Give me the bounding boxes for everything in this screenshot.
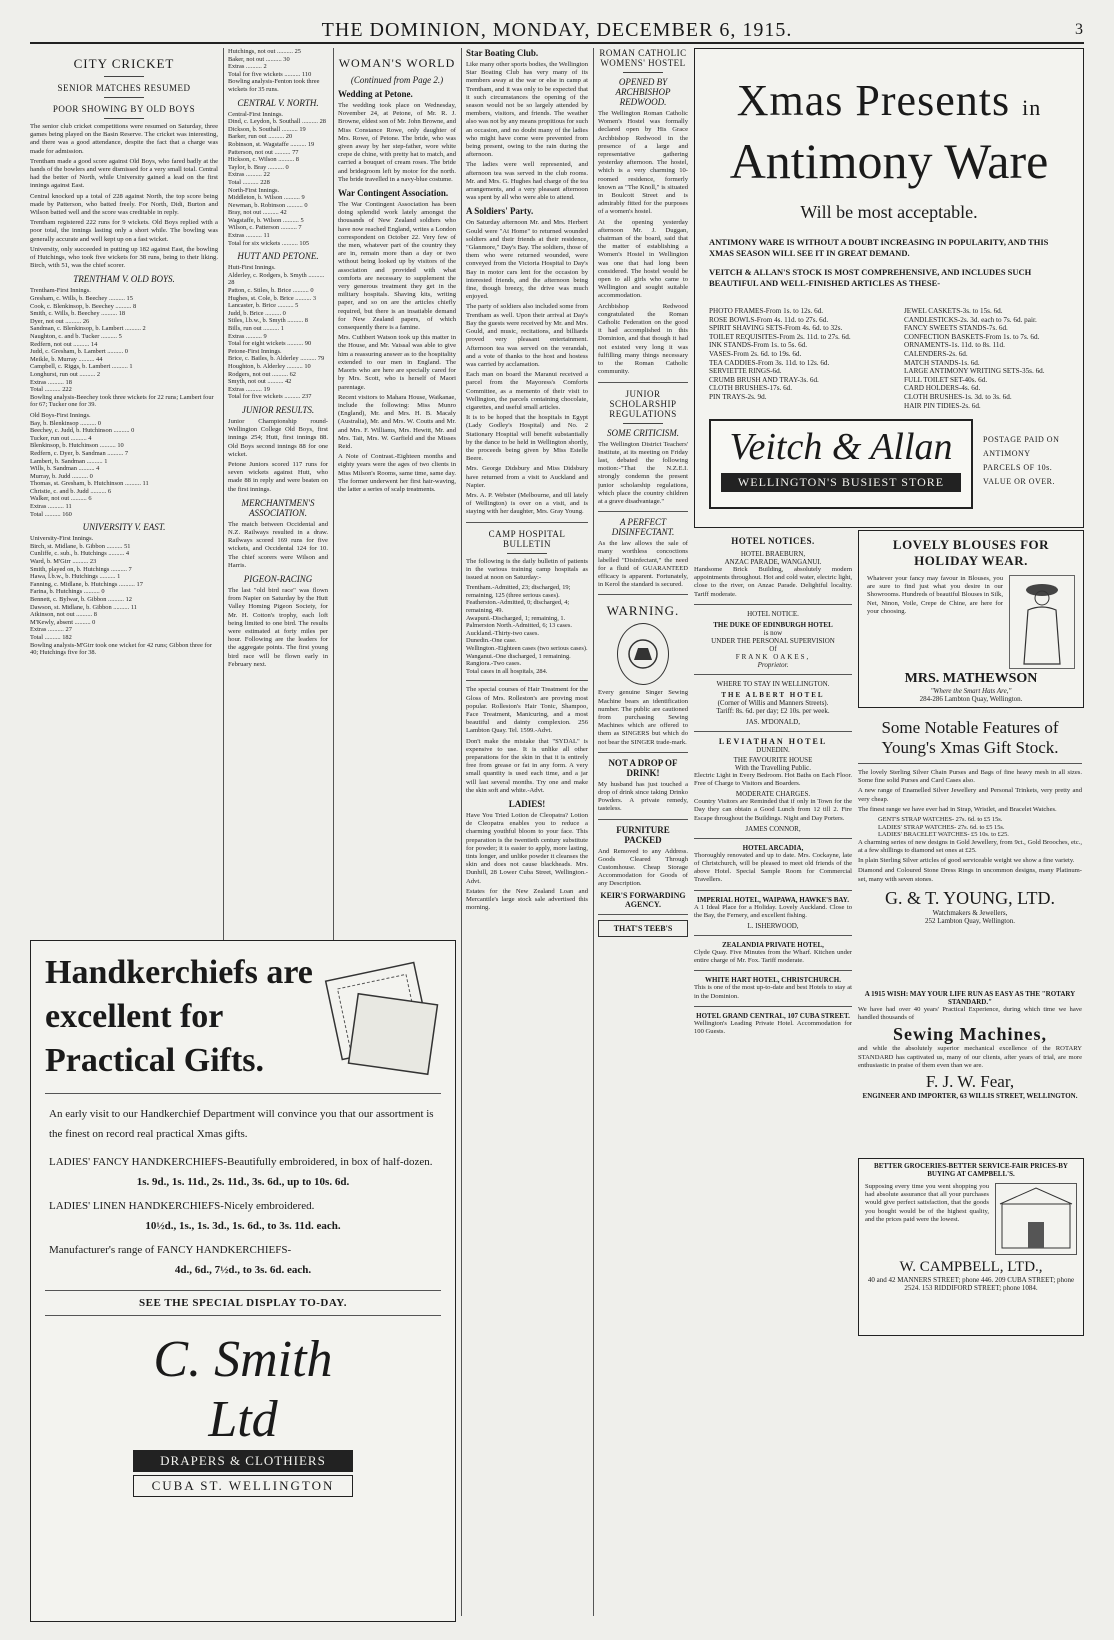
teebs-ad: THAT'S TEEB'S bbox=[598, 920, 688, 937]
disinfectant-subhead: A PERFECT DISINFECTANT. bbox=[611, 517, 675, 538]
cricket-subhead: SENIOR MATCHES RESUMED bbox=[57, 83, 191, 93]
veitch-allan-logo: Veitch & Allan WELLINGTON'S BUSIEST STORE bbox=[709, 419, 973, 509]
hanky-line-1: Handkerchiefs are bbox=[45, 954, 313, 991]
youngs-title-1: Some Notable Features of bbox=[881, 718, 1059, 737]
items-left-list: PHOTO FRAMES-From 1s. to 12s. 6d. ROSE BOWLS-From 4s. 11d. to 27s. 6d. SPIRIT SHAVING SETS-From 4s. 6d. to 32s. TOILET REQUISITES-From 2s. 11d. to 27s. 6d. INK STANDS-From 1s. to 5s. 6d. VASES-From 2s. 6d. to 19s. 6d. TEA CADDIES-From 3s. 11d. to 12s. 6d. SERVIETTE RINGS-6d. CRUMB BRUSH AND TRAY-3s. 6d. CLOTH BRUSHES-17s. 6d. PIN TRAYS-2s. 9d. bbox=[709, 307, 851, 401]
youngs-title-2: Young's Xmas Gift Stock. bbox=[881, 738, 1059, 757]
furniture-headline: FURNITURE PACKED bbox=[616, 824, 670, 845]
cricket-article: CITY CRICKET SENIOR MATCHES RESUMED POOR SHOWING BY OLD BOYS The senior club cricket competitions were resumed on Saturday, three games being played on the Basin Reserve. The cricket was interesting, and there was a good attendance, despite the fact that a charge was made for admission. Trentham made a good score against Old Boys, who fared badly at the hands of the bowlers and were dismissed for a very small total. Central had the better of North, while University gained a lead on the first innings against East. Central knocked up a total of 228 against North, the top score being made by Patterson, who batted freely. For North, Didi, Burton and Wilson batted well and the score was creditable in reply. Trentham registered 222 runs for 9 wickets. Old Boys replied with a poor total, the innings lasting only a short while. The bowling was generally accurate and well kept up on a fast wicket. University, only succeeded in putting up 182 against East, the bowling of Hutchings, who took five wickets for 38 runs, being to their liking. Birch, with 51, was the chief scorer. TRENTHAM V. OLD BOYS. Trentham-First Innings. Gresham, c. Wills, b. Beechey .......... 15 Cook, c. Blenkinsop, b. Beechey .......... 8 Smith, c. Wills, b. Beechey .......... 18 Dyer, not out .......... 26 Sandman, c. Blenkinsop, b. Lambert .......... 2 Naughton, c. and b. Tucker .......... 5 Redfern, not out .......... 14 Judd, c. Gresham, b. Lambert .......... 0 Meikle, b. Murray .......... 44 Campbell, c. Riggs, b. Lambert .......... 1 Longhurst, run out .......... 2 Extras .......... 18 Total .......... 222 Bowling analysis-Beechey took three wickets for 22 runs; Lambert four for 67; Tucker one for 39. Old Boys-First Innings. Bay, b. Blenkinsop .......... 0 Beechey, c. Judd, b. Hutchinson .......... 0 Tucker, run out .......... 4 Blenkinsop, b. Hutchinson .......... 10 Redfern, c. Dyer, b. Sandman .......... 7 Lambert, b. Sandman .......... 1 Wills, b. Sandman .......... 4 Murray, b. Judd .......... 0 Thomas, st. Gresham, b. Hutchinson .......... 11 Christie, c. and b. Judd .......... 6 Walker, not out .......... 6 Extras .......... 11 Total .......... 160 UNIVERSITY V. EAST. University-First Innings. Birch, st. Midlane, b. Gibbon .......... 51 Cunliffe, c. sub., b. Hutchings .......... 4 Ward, b. M'Girr .......... 23 Smith, played on, b. Hutchings .......... 7 Hawa, l.b.w., b. Hutchings .......... 1 Fanning, c. Midlane, b. Hutchings .......... 17 Farina, b. Hutchings .......... 0 Bennett, c. Bylwar, b. Gibbon .......... 12 Dawson, st. Midlane, b. Gibbon .......... 11 Atkinson, not out .......... 8 M'Kewly, absent .......... 0 Extras .......... 27 Total .......... 182 Bowling analysis-M'Girr took one wicket for 42 runs; Gibbon three for 40; Hutchings five for 38. bbox=[30, 56, 218, 657]
cricket-headline: CITY CRICKET bbox=[73, 56, 175, 71]
sewing-machines-ad: A 1915 WISH: MAY YOUR LIFE RUN AS EASY AS THE "ROTARY STANDARD." We have had over 40 years' Practical Experience, during which time we have handled thousands of Sewing Machines, and while the absolutely superior mechanical excellence of the ROTARY STANDARD has captivated us, many of our clients, after years of trial, are more enthusiastic in praise of them even than we are. F. J. W. Fear, ENGINEER AND IMPORTER, 63 WILLIS STREET, WELLINGTON. bbox=[858, 990, 1082, 1101]
under-supervision: UNDER THE PERSONAL SUPERVISION bbox=[711, 636, 835, 645]
masthead bbox=[30, 18, 1084, 44]
isherwood-name: L. ISHERWOOD, bbox=[747, 922, 799, 931]
store-illustration bbox=[995, 1183, 1077, 1255]
keirs-agency: KEIR'S FORWARDING AGENCY. bbox=[600, 890, 686, 909]
page-number: 3 bbox=[1075, 21, 1084, 38]
antimony-body-2: VEITCH & ALLAN'S STOCK IS MOST COMPREHENSIVE, AND INCLUDES SUCH BEAUTIFUL AND WELL-FINISHED ARTICLES AS THESE- bbox=[709, 267, 1032, 288]
war-contingent-subhead: War Contingent Association. bbox=[338, 188, 449, 199]
where-to-stay: WHERE TO STAY IN WELLINGTON. bbox=[716, 679, 830, 688]
watch-line: GENT'S STRAP WATCHES- 27s. 6d. to £5 15s. bbox=[878, 816, 1003, 824]
xmas-title: Xmas Presents bbox=[736, 76, 1011, 125]
trentham-subhead: TRENTHAM V. OLD BOYS. bbox=[73, 274, 175, 285]
white-hart-hotel: WHITE HART HOTEL, CHRISTCHURCH. bbox=[705, 976, 841, 985]
hanky-line-3: Practical Gifts. bbox=[45, 1042, 265, 1079]
merchantmen-subhead: MERCHANTMEN'S ASSOCIATION. bbox=[241, 497, 315, 518]
handkerchief-illustration bbox=[315, 951, 445, 1081]
travelling-public: With the Travelling Public. bbox=[735, 763, 811, 772]
favourite-house: THE FAVOURITE HOUSE bbox=[733, 755, 813, 764]
camp-hospital-headline: CAMP HOSPITAL BULLETIN bbox=[488, 528, 566, 549]
cricket-scores-continued: Hutchings, not out .......... 25 Baker, not out .......... 30 Extras .......... 2 Total for five wickets .......... 110 Bowling analysis-Fenton took three wickets for 35 runs. CENTRAL V. NORTH. Central-First Innings. Dind, c. Leydon, b. Southall .......... 28 Dickson, b. Southall .......... 19 Barker, run out .......... 20 Robinson, st. Wagstaffe .......... 19 Patterson, not out .......... 77 Hickson, c. Wilson .......... 8 Taylor, b. Bray .......... 0 Extras .......... 22 Total .......... 228 North-First Innings. Middleton, b. Wilson .......... 9 Newman, b. Robinson .......... 0 Bray, not out .......... 42 Wagstaffe, b. Wilson .......... 5 Wilson, c. Patterson .......... 7 Extras .......... 11 Total for six wickets .......... 105 HUTT AND PETONE. Hutt-First Innings. Alderley, c. Rodgers, b. Smyth .......... 28 Patton, c. Stiles, b. Brice .......... 0 Hughes, st. Cole, b. Brice .......... 3 Lancaster, b. Brice .......... 5 Judd, b. Brice .......... 0 Stiles, l.b.w., b. Smyth .......... 8 Bills, run out .......... 1 Extras .......... 9 Total for eight wickets .......... 90 Petone-First Innings. Brice, c. Bailes, b. Alderley .......... 79 Houghton, b. Alderley .......... 10 Rodgers, not out .......... 62 Smyth, not out .......... 42 Extras .......... 19 Total for five wickets .......... 237 JUNIOR RESULTS. Junior Championship round-Wellington College Old Boys, first innings 254; Hutt, first innings 88. Old Boys second innings 88 for one wicket. Petone Juniors scored 117 runs for seven wickets against Hutt, who made 88 in reply and were beaten on the first innings. MERCHANTMEN'S ASSOCIATION. The match between Occidental and N.Z. Railways resulted in a draw. Railways scored 169 runs for five wickets, and Occidental 124 for 10. The chief scorers were Wilson and Harris. PIGEON-RACING The last "old bird race" was flown from Napier on Saturday by the Hutt Valley Homing Pigeon Society, for Mr. H. Cotton's trophy, each loft being limited to one bird. The results were estimated at forty miles per hour. Following are the leaders for the aggregate points. The first young bird race will be flown early in February next. bbox=[228, 48, 328, 668]
is-now: is now bbox=[763, 628, 783, 637]
leviathan-hotel: LEVIATHAN HOTEL bbox=[718, 736, 828, 746]
mcdonald-name: JAS. M'DONALD, bbox=[746, 717, 800, 726]
column-rule bbox=[593, 48, 594, 1616]
hanky-line-2: excellent for bbox=[45, 998, 224, 1035]
grand-central-hotel: HOTEL GRAND CENTRAL, 107 CUBA STREET. bbox=[696, 1011, 850, 1020]
young-sub: Watchmakers & Jewellers, bbox=[932, 908, 1008, 917]
not-a-drop-headline: NOT A DROP OF DRINK! bbox=[608, 757, 678, 778]
postage-note: POSTAGE PAID ON ANTIMONY PARCELS OF 10s. VALUE OR OVER. bbox=[983, 435, 1060, 486]
blouse-figure bbox=[1009, 575, 1075, 669]
hanky-fancy: LADIES' FANCY HANDKERCHIEFS-Beautifully embroidered, in box of half-dozen. bbox=[49, 1156, 433, 1168]
moderate-charges: MODERATE CHARGES. bbox=[735, 790, 811, 799]
junior-results-subhead: JUNIOR RESULTS. bbox=[241, 404, 315, 415]
campbell-address: 40 and 42 MANNERS STREET; phone 446. 209 CUBA STREET; phone 2524. 153 RIDDIFORD STREET; phone 1084. bbox=[867, 1276, 1075, 1292]
leviathan-city: DUNEDIN. bbox=[756, 745, 790, 754]
fear-name: F. J. W. Fear, bbox=[925, 1072, 1015, 1092]
antimony-title: Antimony Ware bbox=[729, 133, 1049, 189]
fear-head: A 1915 WISH: MAY YOUR LIFE RUN AS EASY AS THE "ROTARY STANDARD." bbox=[864, 990, 1076, 1006]
campbell-grocery-ad: BETTER GROCERIES-BETTER SERVICE-FAIR PRICES-BY BUYING AT CAMPBELL'S. Supposing every time you went shopping you had absolute assurance that all your purchases would give perfect satisfaction, that the goods you bought would be of the highest quality, and the prices paid were the lowest. W. CAMPBELL, LTD., 40 and 42 MANNERS STREET; phone 446. 209 CUBA STREET; phone 2524. 153 RIDDIFORD STREET; phone 1084. bbox=[858, 1158, 1084, 1336]
hanky-special-display: SEE THE SPECIAL DISPLAY TO-DAY. bbox=[139, 1297, 347, 1309]
masthead-title: THE DOMINION, MONDAY, DECEMBER 6, 1915. bbox=[321, 18, 793, 41]
hotel-notices: HOTEL NOTICES. HOTEL BRAEBURN, ANZAC PARADE, WANGANUI. Handsome Brick Building, absolutely modern appointments throughout. Hot and cold water, electric light, close to the river, on Anzac Parade. Delightful locality. Tariff moderate. HOTEL NOTICE. THE DUKE OF EDINBURGH HOTEL is now UNDER THE PERSONAL SUPERVISION Of FRANK OAKES, Proprietor. WHERE TO STAY IN WELLINGTON. THE ALBERT HOTEL (Corner of Willis and Manners Streets). Tariff: 8s. 6d. per day; £2 10s. per week. JAS. M'DONALD, LEVIATHAN HOTEL DUNEDIN. THE FAVOURITE HOUSE With the Travelling Public. Electric Light in Every Bedroom. Hot Baths on Each Floor. Free of Charge to Visitors and Boarders. MODERATE CHARGES. Country Visitors are Reminded that if only in Town for the Day they can obtain a Good Lunch from 12 till 2. Fire Escape throughout the Buildings. Night and Day Porters. JAMES CONNOR, HOTEL ARCADIA, Thoroughly renovated and up to date. Mrs. Cockayne, late of Christchurch, will be pleased to meet old friends of the above Hotel. Special Sample Room for Commercial Travellers. IMPERIAL HOTEL, WAIPAWA, HAWKE'S BAY. A 1 Ideal Place for a Holiday. Lovely Auckland. Close to the Bay, the Fernery, and excellent fishing. L. ISHERWOOD, ZEALANDIA PRIVATE HOTEL, Clyde Quay. Five Minutes from the Wharf. Kitchen under entire charge of Mr. Fox. Tariff moderate. WHITE HART HOTEL, CHRISTCHURCH. This is one of the most up-to-date and best Hotels to stay at in the Dominion. HOTEL GRAND CENTRAL, 107 CUBA STREET. Wellington's Leading Private Hotel. Accommodation for 100 Guests. bbox=[694, 536, 852, 1036]
soldiers-party-subhead: A Soldiers' Party. bbox=[466, 206, 534, 217]
handkerchiefs-ad bbox=[30, 940, 456, 1622]
womans-world-article: WOMAN'S WORLD (Continued from Page 2.) Wedding at Petone. The wedding took place on Wednesday, November 24, at Petone, of Mr. R. J. Browne, eldest son of Mr. John Browne, and Miss Constance Rowe, only daughter of Mrs. Rowe, of Petone. The bride, who was given away by her step-father, wore white crepe de chine, with pretty hat to match, and carried a bouquet of cream roses. The bride and bridegroom left by motor for the north. The bride travelled in a navy-blue costume. War Contingent Association. The War Contingent Association has been doing splendid work lately amongst the thousands of New Zealand soldiers who have now reached England, writes a London correspondent on October 22. Very few of the men, whatever part of the country they are in, remain more than a day or two without being looked up by visitors of the association and provided with what comforts are necessary to supplement the very generous treatment they get in the military hospitals. Shaving kits, writing paper, and so on are the articles chiefly required, but there is an insatiable demand for New Zealand papers, of which consequently there is a famine. Mrs. Cuthbert Watson took up this matter in the House, and Mr. Vaissal was able to give him a reassuring answer as to the hospitality extended to our men in England. The Maoris who are here are specially cared for by Mrs. Scott, who is herself of Maori parentage. Recent visitors to Mahara House, Waikanae, include the following: Miss Munro (England), Mr. and Mrs. H. B. Macaly (Australia), Mr. and Mrs. W. Coutts and Mr. and Mrs. F. Williams, Mrs. Hewitt, Mr. and Mrs. Tait, Mrs. W. Garfield and the Misses Reid. A Note of Contrast.-Eighteen months and eighty years were the ages of two clients in Miss Milson's Rooms, same time, same day. The former underwent her first hair-waving, the latter a series of scalp treatments. bbox=[338, 56, 456, 493]
items-right-list: JEWEL CASKETS-3s. to 15s. 6d. CANDLESTICKS-2s. 3d. each to 7s. 6d. pair. FANCY SWEETS STANDS-7s. 6d. CONFECTION BASKETS-From 1s. to 7s. 6d. ORNAMENTS-1s. 11d. to 8s. 11d. CALENDERS-2s. 6d. MATCH STANDS-1s. 6d. LARGE ANTIMONY WRITING SETS-35s. 6d. FULL TOILET SET-40s. 6d. CARD HOLDERS-4s. 6d. CLOTH BRUSHES-1s. 3d. to 3s. 6d. HAIR PIN TIDIES-2s. 6d. bbox=[904, 307, 1045, 410]
james-connor: JAMES CONNOR, bbox=[745, 824, 801, 833]
proprietor-1: Proprietor. bbox=[757, 660, 789, 669]
column-four: Star Boating Club. Like many other sports bodies, the Wellington Star Boating Club has very many of its members away at the war or else in camp at Trentham, and it was only to be expected that it such circumstances the opening of the season would not be so largely attended by members, visitors, and friends. The weather also was not by any means propitious for such an occasion, and no doubt many of the ladies who might have come were prevented from being present, owing to the rain during the afternoon. The ladies were well represented, and afternoon tea was served in the club rooms. Mr. and Mrs. G. Hughes had charge of the tea arrangements, and a very pleasant afternoon was spent by all who were able to attend. A Soldiers' Party. On Saturday afternoon Mr. and Mrs. Herbert Gould were "At Home" to returned wounded soldiers and their friends at their residence, "Glanmore," Day's Bay. The soldiers, those of them who were returned wounded, were conveyed from the Victoria Hospital to Day's Bay in motor cars lent for the occasion by interested friends, and the afternoon being fine, though breezy, the drive was much enjoyed. The party of soldiers also included some from Trentham as well. Upon their arrival at Day's Bay the guests were received by Mr. and Mrs. Gould, and music, recitations, and billiards proved very pleasant entertainment. Afternoon tea was served on the verandah, and a vote of thanks to the host and hostess was carried by acclamation. Each man on board the Maranui received a parcel from the Mayoress's Comforts Committee, as a memento of their visit to Wellington, the parcels containing chocolate, cigarettes, and useful small articles. It is to be hoped that the hospitals in Egypt (Lady Godley's Hospital) and No. 2 Stationary Hospital will benefit substantially by the dance to be held in Wellington shortly, the proceeds being given by Miss Estelle Beere. Mrs. George Didsbury and Miss Didsbury have returned from a visit to Auckland and Napier. Mrs. A. P. Webster (Melbourne, and till lately of Wellington) is over on a visit, and is staying with her daughter, Mrs. Gray Young. CAMP HOSPITAL BULLETIN The following is the daily bulletin of patients in the various training camp hospitals as issued at noon on Saturday:- Trentham.-Admitted, 23; discharged, 19; remaining, 125 (three serious cases). Featherston.-Admitted, 0; discharged, 4; remaining, 49. Awapuni.-Discharged, 1; remaining, 1. Palmerston North.-Admitted, 6; 13 cases. Auckland.-Thirty-two cases. Dunedin.-One case. Wellington.-Eighteen cases (two serious cases). Wanganui.-One discharged, 1 remaining. Rangiora.-Two cases. Total cases in all hospitals, 284. The special courses of Hair Treatment for the Gloss of Mrs. Rolleston's are proving most popular. Rolleston's Hair Tonic, Shampoo, Face Treatment, Manicuring, and a most beautiful and dainty complexion. 256 Lambton Quay. Tel. 1599.-Advt. Don't make the mistake that "SYDAL" is expensive to use. It is unlike all other preparations for the skin in that it is entirely free from grease or fat in any form. A very small quantity is used each time, and a jar will last several months. Try one and make the skin soft and white.-Advt. LADIES! Have You Tried Lotion de Cleopatra? Lotion de Cleopatra enables you to reduce a charming youthful bloom to your face. This preparation is the twentieth century substitute for powder; it is easier to apply, more lasting, tints longer, and unlike powder it cleanses the skin and does not cause blackheads. Mrs. Dunhill, 28 Lower Cuba Street, Wellington.-Advt. Estates for the New Zealand Loan and Mercantile's large stock sale advertised this morning. bbox=[466, 48, 588, 912]
cricket-subhead-2: POOR SHOWING BY OLD BOYS bbox=[52, 104, 196, 114]
rc-hostel-subhead: OPENED BY ARCHBISHOP REDWOOD. bbox=[615, 77, 671, 107]
duke-hotel-name: THE DUKE OF EDINBURGH HOTEL bbox=[713, 620, 833, 629]
hanky-mfr: Manufacturer's range of FANCY HANDKERCHIEFS- bbox=[49, 1244, 292, 1256]
column-rule bbox=[461, 48, 462, 1616]
blouses-title: LOVELY BLOUSES FOR HOLIDAY WEAR. bbox=[892, 537, 1050, 568]
youngs-ad: Some Notable Features of Young's Xmas Gift Stock. The lovely Sterling Silver Chain Purses and Bags of fine heavy mesh in all sizes. Some fine solid Purses and Card Cases also. A new range of Enamelled Silver Jewellery and Personal Trinkets, very pretty and very cheap. The finest range we have ever had in Strap, Wristlet, and Bracelet Watches. GENT'S STRAP WATCHES- 27s. 6d. to £5 15s. LADIES' STRAP WATCHES- 27s. 6d. to £5 15s. LADIES' BRACELET WATCHES- £5 10s. to £25. A charming series of new designs in Gold Jewellery, from 9ct., Gold Brooches, etc., at a few shillings to diamond set ones at £25. In plain Sterling Silver articles of good serviceable weight we show a fine variety. Diamond and Coloured Stone Dress Rings in uncommon designs, many Platinum-set, many with seven stones. G. & T. YOUNG, LTD. Watchmakers & Jewellers, 252 Lambton Quay, Wellington. bbox=[858, 718, 1082, 925]
albert-hotel: THE ALBERT HOTEL bbox=[721, 690, 825, 699]
mathewson-name: MRS. MATHEWSON bbox=[904, 671, 1038, 686]
fear-address: ENGINEER AND IMPORTER, 63 WILLIS STREET, WELLINGTON. bbox=[862, 1092, 1078, 1101]
central-north-subhead: CENTRAL V. NORTH. bbox=[237, 97, 319, 108]
column-five: ROMAN CATHOLIC WOMENS' HOSTEL OPENED BY ARCHBISHOP REDWOOD. The Wellington Roman Catholic Women's Hostel was formally declared open by His Grace Archbishop Redwood in the presence of a large and representative gathering yesterday afternoon. The hostel, which is a very charming 10-roomed residence, formerly known as "The Knoll," is situated in Boulcott Street and is admirably fitted for the purposes of a women's hostel. At the opening yesterday afternoon Mr. J. Duggan, chairman of the board, said that the matter of establishing a Women's Hostel in Wellington was one that had long been considered. The hostel would be open to all girls who came to Wellington and sought suitable accommodation. Archbishop Redwood congratulated the Roman Catholic Federation on the good it had accomplished in this Dominion, and that though it had not existed very long it was fulfilling many things necessary to the Roman Catholic community. JUNIOR SCHOLARSHIP REGULATIONS SOME CRITICISM. The Wellington District Teachers' Institute, at its meeting on Friday last, debated the following motion:-"That the N.Z.E.I. strongly condemn the present junior scholarship regulations, which place the country children at a grave disadvantage." A PERFECT DISINFECTANT. As the law allows the sale of many worthless concoctions labelled "Disinfectant," the need for a fluid of GUARANTEED efficacy is apparent. Fortunately, in Kerol the standard is secured. WARNING. Every genuine Singer Sewing Machine bears an identification number. The public are cautioned from purchasing Sewing Machines which are offered to them as SINGERS but which do not bear the SINGER trade-mark. NOT A DROP OF DRINK! My husband has just touched a drop of drink since taking Drinko Powders. A private remedy, tasteless. FURNITURE PACKED And Removed to any Address. Goods Cleared Through Customhouse. Cheap Storage Accommodation for Goods of any Description. KEIR'S FORWARDING AGENCY. THAT'S TEEB'S bbox=[598, 48, 688, 1618]
antimony-body-1: ANTIMONY WARE IS WITHOUT A DOUBT INCREASING IN POPULARITY, AND THIS XMAS SEASON WILL SEE IT IN GREAT DEMAND. bbox=[709, 237, 1049, 258]
continued-note: (Continued from Page 2.) bbox=[350, 75, 444, 85]
xmas-antimony-ad bbox=[694, 48, 1084, 528]
warning-headline: WARNING. bbox=[606, 603, 680, 619]
young-address: 252 Lambton Quay, Wellington. bbox=[924, 916, 1016, 925]
hotel-notices-head: HOTEL NOTICES. bbox=[731, 536, 815, 546]
hanky-fancy-prices: 1s. 9d., 1s. 11d., 2s. 11d., 3s. 6d., up to 10s. 6d. bbox=[136, 1176, 350, 1188]
hanky-linen: LADIES' LINEN HANDKERCHIEFS-Nicely embroidered. bbox=[49, 1200, 315, 1212]
hanky-intro: An early visit to our Handkerchief Department will convince you that our assortment is the finest on record real practical Xmas gifts. bbox=[49, 1108, 434, 1140]
hanky-mfr-prices: 4d., 6d., 7½d., to 3s. 6d. each. bbox=[174, 1264, 312, 1276]
acceptable-line: Will be most acceptable. bbox=[800, 202, 978, 222]
imperial-hotel: IMPERIAL HOTEL, WAIPAWA, HAWKE'S BAY. bbox=[697, 895, 849, 904]
mathewson-address: 284-286 Lambton Quay, Wellington. bbox=[919, 695, 1023, 703]
albert-address: (Corner of Willis and Manners Streets). bbox=[717, 698, 829, 707]
arcadia-hotel: HOTEL ARCADIA, bbox=[742, 843, 804, 852]
womans-world-headline: WOMAN'S WORLD bbox=[338, 56, 456, 70]
sewing-title: Sewing Machines, bbox=[892, 1024, 1047, 1045]
c-smith-logo: C. Smith Ltd DRAPERS & CLOTHIERS CUBA ST. WELLINGTON bbox=[133, 1330, 353, 1497]
hanky-linen-prices: 10½d., 1s., 1s. 3d., 1s. 6d., to 3s. 11d. each. bbox=[145, 1220, 341, 1232]
singer-logo bbox=[617, 623, 669, 685]
campbell-head: BETTER GROCERIES-BETTER SERVICE-FAIR PRICES-BY BUYING AT CAMPBELL'S. bbox=[874, 1162, 1068, 1178]
boating-subhead: Star Boating Club. bbox=[466, 48, 539, 58]
watch-line: LADIES' BRACELET WATCHES- £5 10s. to £25. bbox=[878, 831, 1009, 839]
university-subhead: UNIVERSITY V. EAST. bbox=[82, 522, 166, 533]
zealandia-hotel: ZEALANDIA PRIVATE HOTEL, bbox=[722, 941, 824, 950]
mathewson-tag: "Where the Smart Hats Are," bbox=[930, 687, 1012, 695]
of-word: Of bbox=[769, 644, 777, 653]
young-name: G. & T. YOUNG, LTD. bbox=[885, 887, 1055, 908]
hotel-notice-head: HOTEL NOTICE. bbox=[747, 609, 799, 618]
scholarship-headline: JUNIOR SCHOLARSHIP REGULATIONS bbox=[609, 388, 677, 419]
campbell-name: W. CAMPBELL, LTD., bbox=[899, 1259, 1043, 1275]
braeburn-address: ANZAC PARADE, WANGANUI. bbox=[724, 558, 822, 566]
ladies-subhead: LADIES! bbox=[508, 798, 546, 809]
pigeon-racing-subhead: PIGEON-RACING bbox=[243, 573, 313, 584]
watch-line: LADIES' STRAP WATCHES- 27s. 6d. to £5 15s. bbox=[878, 823, 1005, 831]
rc-hostel-headline: ROMAN CATHOLIC WOMENS' HOSTEL bbox=[599, 48, 687, 68]
wedding-subhead: Wedding at Petone. bbox=[338, 89, 413, 99]
scholarship-subhead: SOME CRITICISM. bbox=[607, 427, 679, 438]
albert-tariff: Tariff: 8s. 6d. per day; £2 10s. per week. bbox=[716, 706, 830, 715]
blouses-ad: LOVELY BLOUSES FOR HOLIDAY WEAR. Whatever your fancy may favour in Blouses, you are sure to find just what you desire in our Showrooms. Hundreds of beautiful Blouses in Silk, Net, Ninon, Voile, Crepe de Chine, are here for your choosing. MRS. MATHEWSON "Where the Smart Hats Are," 284-286 Lambton Quay, Wellington. bbox=[858, 530, 1084, 708]
xmas-in: in bbox=[1022, 95, 1042, 120]
braeburn-name: HOTEL BRAEBURN, bbox=[740, 550, 806, 558]
frank-oakes: FRANK OAKES, bbox=[735, 652, 811, 661]
hutt-petone-subhead: HUTT AND PETONE. bbox=[237, 251, 319, 262]
